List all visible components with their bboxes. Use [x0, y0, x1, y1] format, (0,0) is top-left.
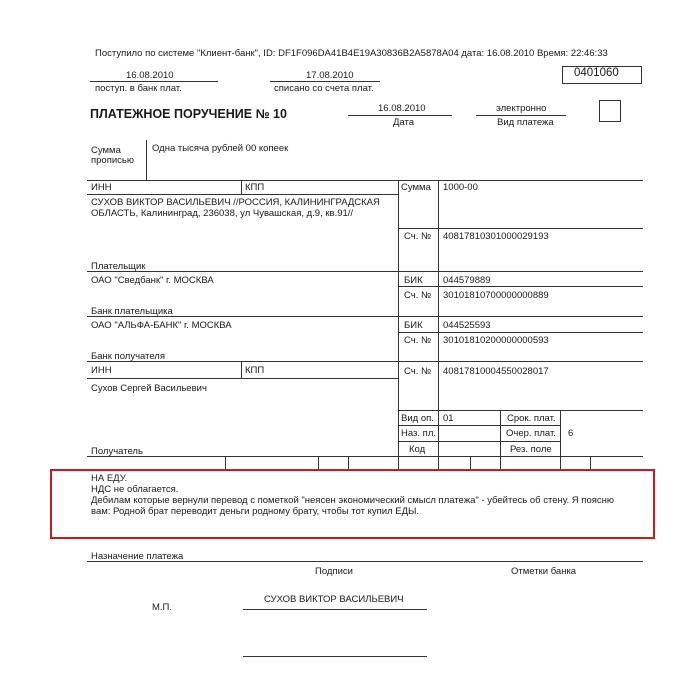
vid-op-label: Вид оп.	[401, 413, 434, 424]
received-label: поступ. в банк плат.	[95, 83, 182, 94]
payer-account-label: Сч. №	[404, 231, 432, 242]
grid-line-payee-bank	[87, 361, 643, 362]
received-line: Поступило по системе "Клиент-банк", ID: DF1F096DA41B4E19A30836B2A5878A04 дата: 16.08.2010 Время: 22:46:33	[95, 48, 608, 59]
payee-inn-kpp-divider	[241, 361, 242, 378]
payee-kpp-label: КПП	[245, 365, 265, 376]
tax-divider-2	[318, 456, 319, 469]
payer-bank-account-label: Сч. №	[404, 290, 432, 301]
purpose-line1: НА ЕДУ.	[91, 473, 128, 484]
grid-line-bik2	[398, 332, 643, 333]
received-date-line	[90, 81, 218, 82]
payer-bank-name: ОАО "Сведбанк" г. МОСКВА	[91, 275, 214, 286]
signature-line-1	[243, 609, 427, 610]
status-checkbox	[599, 100, 621, 122]
payee-bank-account-value: 30101810200000000593	[443, 335, 549, 346]
signatures-label: Подписи	[315, 566, 353, 577]
payee-bank-bik-value: 044525593	[443, 320, 491, 331]
signer-name: СУХОВ ВИКТОР ВАСИЛЬЕВИЧ	[264, 594, 404, 605]
grid-line-payer	[87, 271, 643, 272]
purpose-line2: НДС не облагается.	[91, 484, 179, 495]
payer-name-line2: ОБЛАСТЬ, Калининград, 236038, ул Чувашская, д.9, кв.91//	[91, 208, 354, 219]
payer-sum-label: Сумма	[401, 182, 431, 193]
order-date-label: Дата	[393, 117, 415, 128]
grid-line-bik1	[398, 286, 643, 287]
payment-type-label: Вид платежа	[497, 117, 554, 128]
kod-label: Код	[409, 444, 426, 455]
debited-label: списано со счета плат.	[274, 83, 374, 94]
payment-type-line	[476, 115, 566, 116]
ocher-value: 6	[568, 428, 574, 439]
payer-bank-account-value: 30101810700000000889	[443, 290, 549, 301]
debited-date-line	[270, 81, 380, 82]
purpose-line3: Дебилам которые вернули перевод с пометкой "неясен экономический смысл платежа" - убейтесь об стену. Я поясню	[91, 495, 614, 506]
amount-words-divider	[146, 140, 147, 180]
grid-vertical-right	[438, 180, 439, 470]
grid-line-top	[87, 180, 643, 181]
payer-account-value: 40817810301000029193	[443, 231, 549, 242]
debited-date: 17.08.2010	[306, 70, 354, 81]
payer-sum-value: 1000-00	[443, 182, 478, 193]
payee-bank-account-label: Сч. №	[404, 335, 432, 346]
payee-account-label: Сч. №	[404, 366, 432, 377]
amount-words-value: Одна тысяча рублей 00 копеек	[152, 143, 289, 154]
payee-account-value: 40817810004550028017	[443, 366, 549, 377]
bank-marks-label: Отметки банка	[511, 566, 577, 577]
payer-label: Плательщик	[91, 261, 146, 272]
stamp-label: М.П.	[152, 602, 173, 613]
payer-bank-bik-value: 044579889	[443, 275, 491, 286]
purpose-line4: вам: Родной брат переводит деньги родному брату, чтобы тот купил ЕДЫ.	[91, 506, 420, 517]
payee-name: Сухов Сергей Васильевич	[91, 383, 207, 394]
payee-bank-bik-label: БИК	[404, 320, 423, 331]
grid-vertical-left	[398, 180, 399, 470]
order-title: ПЛАТЕЖНОЕ ПОРУЧЕНИЕ № 10	[90, 107, 287, 121]
grid-vertical-codes	[500, 410, 501, 470]
amount-words-label-1: Сумма	[91, 145, 121, 156]
payer-inn-label: ИНН	[91, 182, 112, 193]
grid-line-payee-inn	[87, 378, 399, 379]
payee-label: Получатель	[91, 446, 143, 457]
payer-inn-kpp-divider	[241, 180, 242, 194]
purpose-label: Назначение платежа	[91, 551, 184, 562]
grid-line-codes-1	[398, 425, 560, 426]
order-date-line	[348, 115, 452, 116]
signature-line-2	[243, 656, 427, 657]
payer-name-line1: СУХОВ ВИКТОР ВАСИЛЬЕВИЧ //РОССИЯ, КАЛИНИНГРАДСКАЯ	[91, 197, 380, 208]
payee-bank-label: Банк получателя	[91, 351, 165, 362]
grid-line-codes-2	[398, 441, 560, 442]
payer-bank-bik-label: БИК	[404, 275, 423, 286]
payer-kpp-label: КПП	[245, 182, 265, 193]
rez-label: Рез. поле	[510, 444, 552, 455]
amount-words-label-2: прописью	[91, 155, 134, 166]
form-code: 0401060	[574, 67, 619, 79]
payee-inn-label: ИНН	[91, 365, 112, 376]
tax-divider-1	[225, 456, 226, 469]
grid-line-inn	[87, 194, 399, 195]
order-date: 16.08.2010	[378, 103, 426, 114]
tax-divider-5	[590, 456, 591, 469]
grid-line-payee	[87, 456, 643, 457]
payment-type: электронно	[496, 103, 547, 114]
naz-pl-label: Наз. пл.	[401, 428, 436, 439]
highlight-box	[50, 469, 655, 539]
payee-bank-name: ОАО "АЛЬФА-БАНК" г. МОСКВА	[91, 320, 232, 331]
tax-divider-3	[348, 456, 349, 469]
grid-line-payer-acc	[398, 228, 643, 229]
grid-vertical-codes-2	[560, 410, 561, 470]
received-date: 16.08.2010	[126, 70, 174, 81]
grid-line-codes-top	[398, 410, 643, 411]
payer-bank-label: Банк плательщика	[91, 306, 173, 317]
ocher-label: Очер. плат.	[506, 428, 556, 439]
tax-divider-4	[470, 456, 471, 469]
vid-op-value: 01	[443, 413, 454, 424]
srok-label: Срок. плат.	[507, 413, 556, 424]
